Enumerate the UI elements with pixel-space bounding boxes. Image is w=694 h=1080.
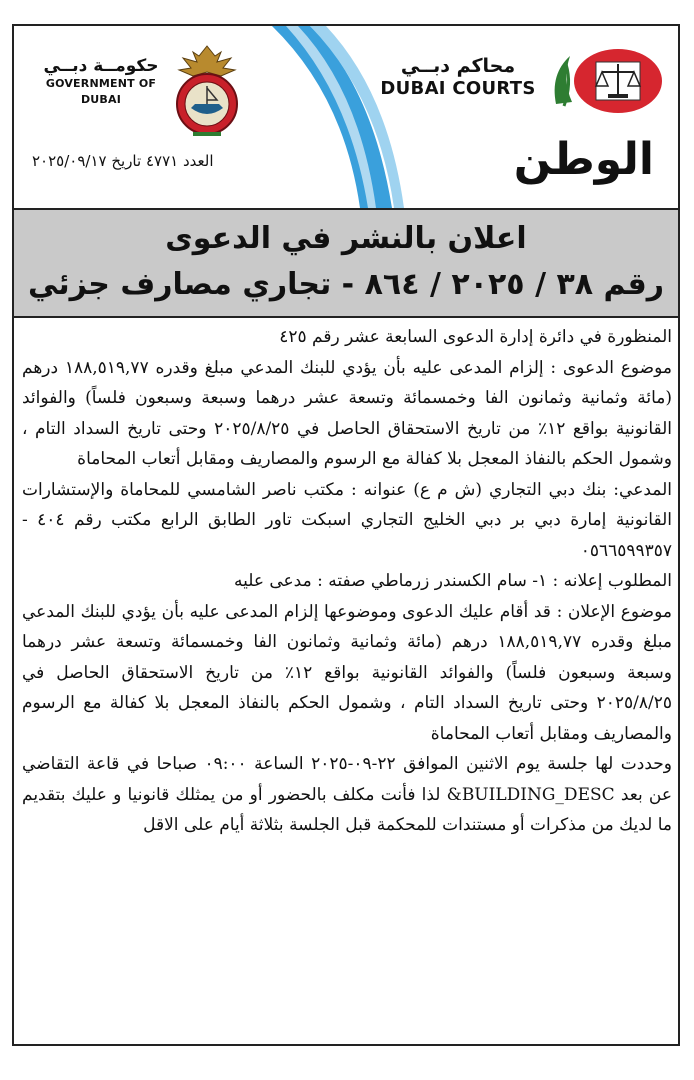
header [14,26,678,208]
gov-arabic-name: حكومــة دبــي [43,56,159,76]
gov-english-name: GOVERNMENT OF DUBAI [45,77,157,106]
dubai-courts-logo-text [374,54,542,100]
notice-subject-paragraph: موضوع الإعلان : قد أقام عليك الدعوى وموضوعها إلزام المدعى عليه بأن يؤدي للبنك المدعي مبلغ وقدره ١٨٨,٥١٩,٧٧ درهم (مائة وثمانية وثمانون الفا وخمسمائة وتسعة عشر درهما وسبعة وسبعون فلساً) والفوائد القانونية بواقع ١٢٪ من تاريخ الاستحقاق الحاصل في ٢٠٢٥/٨/٢٥ وحتى تاريخ السداد التام ، وشمول الحكم بالنفاذ المعجل بلا كفالة مع الرسوم والمصاريف ومقابل أتعاب المحاماة [22,601,673,744]
announcement-frame [12,24,680,1046]
announcement-body [22,322,672,841]
newspaper-name: الوطن [513,134,654,185]
plaintiff-paragraph: المدعي: بنك دبي التجاري (ش م ع) عنوانه : مكتب ناصر الشامسي للمحاماة والإستشارات القانونية إمارة دبي بر دبي الخليج التجاري اسبكت تاور الطابق الرابع مكتب رقم ٤٠٤ - ٠٥٦٦٥٩٩٣٥٧ [22,479,672,561]
courts-english-name: DUBAI COURTS [380,78,536,99]
hearing-paragraph: وحددت لها جلسة يوم الاثنين الموافق ٢٢-٠٩-٢٠٢٥ الساعة ٠٩:٠٠ صباحا في قاعة التقاضي عن بعد BUILDING_DESC& لذا فأنت مكلف بالحضور أو من يمثلك قانونيا و عليك بتقديم ما لديك من مذكرات أو مستندات للمحكمة قبل الجلسة بثلاثة أيام على الاقل [22,754,672,835]
announcement-title: اعلان بالنشر في الدعوى [165,221,527,256]
title-box [14,208,678,318]
government-of-dubai-logo [36,56,166,108]
dubai-courts-scales-icon [544,44,666,118]
dubai-emblem-icon [169,42,245,142]
court-circuit-paragraph: المنظورة في دائرة إدارة الدعوى السابعة عشر رقم ٤٢٥ [279,327,672,347]
defendant-paragraph: المطلوب إعلانه : ١- سام الكسندر زرماطي صفته : مدعى عليه [233,571,672,591]
case-number: رقم ٣٨ / ٢٠٢٥ / ٨٦٤ - تجاري مصارف جزئي [28,267,664,302]
issue-number-date: العدد ٤٧٧١ تاريخ ٢٠٢٥/٠٩/١٧ [32,152,214,170]
courts-arabic-name: محاكم دبــي [400,55,516,77]
case-subject-paragraph: موضوع الدعوى : إلزام المدعى عليه بأن يؤدي للبنك المدعي مبلغ وقدره ١٨٨,٥١٩,٧٧ درهم (مائة وثمانية وثمانون الفا وخمسمائة وتسعة عشر درهما وسبعة وسبعون فلساً) والفوائد القانونية بواقع ١٢٪ من تاريخ الاستحقاق الحاصل في ٢٠٢٥/٨/٢٥ وحتى تاريخ السداد التام ، وشمول الحكم بالنفاذ المعجل بلا كفالة مع الرسوم والمصاريف ومقابل أتعاب المحاماة [22,357,673,469]
